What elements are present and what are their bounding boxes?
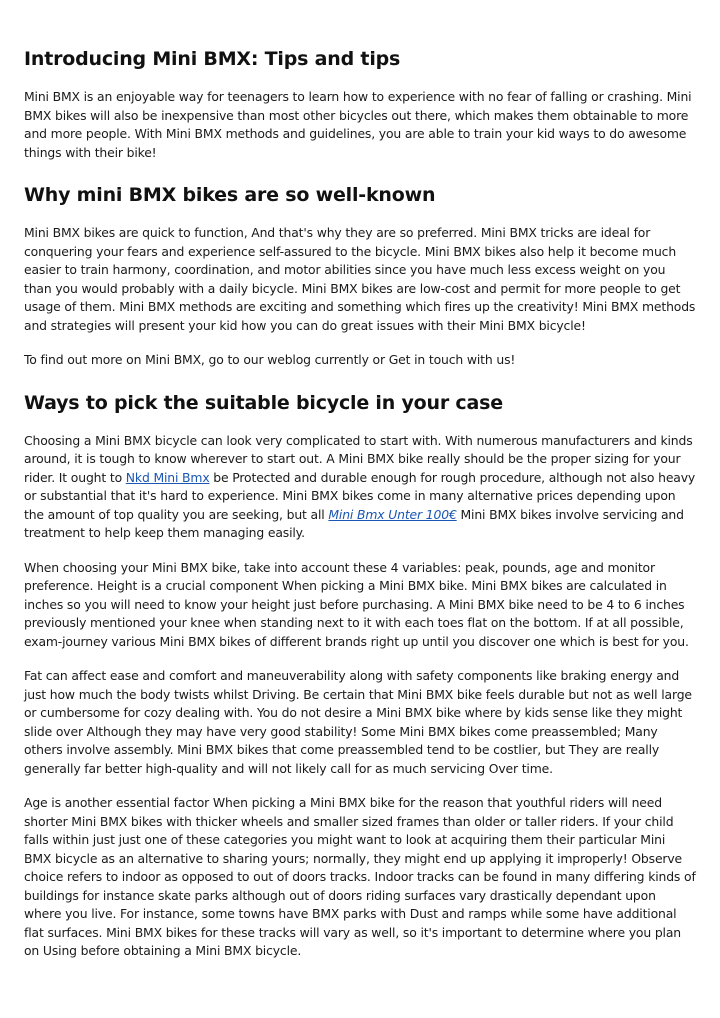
body-paragraph: Mini BMX bikes are quick to function, And that's why they are so preferred. Mini BMX tricks are ideal for conquering your fears and experience self-assured to the bicycle. Mini BMX bikes also help it become much easier to train harmony, coordination, and motor abilities since you have much less excess weight on you than you would probably with a daily bicycle. Mini BMX bikes are low-cost and permit for more people to get usage of them. Mini BMX methods are exciting and something which fires up the creativity! Mini BMX methods and strategies will present your kid how you can do great issues with their Mini BMX bicycle! — [24, 225, 696, 333]
mini-bmx-unter-100-link[interactable]: Mini Bmx Unter 100€ — [328, 506, 457, 522]
body-paragraph: To find out more on Mini BMX, go to our weblog currently or Get in touch with us! — [24, 352, 516, 367]
nkd-mini-bmx-link[interactable]: Nkd Mini Bmx — [125, 469, 210, 485]
body-paragraph-with-links — [24, 432, 696, 543]
paragraph-text: Choosing a Mini BMX bicycle can look very complicated to start with. With numerous manufacturers and kinds around, it is tough to know wherever to start out. A Mini BMX bike really should be the proper sizing for your rider. It ought to — [24, 432, 693, 485]
paragraph-text: be Protected and durable enough for rough procedure, although not also heavy or substantial that it's hard to experience. Mini BMX bikes come in many alternative prices depending upon the amount of top quality you are seeking, but all — [24, 469, 696, 522]
body-paragraph: When choosing your Mini BMX bike, take into account these 4 variables: peak, pounds, age and monitor preference. Height is a crucial component When picking a Mini BMX bike. Mini BMX bikes are calculated in inches so you will need to know your height just before purchasing. A Mini BMX bike need to be 4 to 6 inches previously mentioned your knee when standing next to it with each toes flat on the bottom. If at all possible, exam-journey various Mini BMX bikes of different brands right up until you discover one which is best for you. — [24, 559, 689, 649]
section-intro — [24, 46, 696, 162]
section-heading: Why mini BMX bikes are so well-known — [24, 184, 436, 206]
body-paragraph: Fat can affect ease and comfort and maneuverability along with safety components like braking energy and just how much the body twists whilst Driving. Be certain that Mini BMX bike feels durable but not as well large or cumbersome for cozy dealing with. You do not desire a Mini BMX bike where by kids sense like they might slide over Although they may have very good stability! Some Mini BMX bikes come preassembled; Many others involve assembly. Mini BMX bikes that come preassembled tend to be costlier, but They are really generally far better high-quality and will not likely call for as much servicing Over time. — [24, 668, 692, 776]
page-title: Introducing Mini BMX: Tips and tips — [24, 48, 401, 70]
body-paragraph: Age is another essential factor When picking a Mini BMX bike for the reason that youthful riders will need shorter Mini BMX bikes with thicker wheels and smaller sized frames than older or taller riders. If your child falls within just just one of these categories you might want to look at acquiring them their particular Mini BMX bicycle as an alternative to sharing yours; normally, they might end up applying it improperly! Observe choice refers to indoor as opposed to out of doors tracks. Indoor tracks can be found in many differing kinds of buildings for instance skate parks although out of doors riding surfaces vary drastically dependant upon where you live. For instance, some towns have BMX parks with Dust and ramps while some have additional flat surfaces. Mini BMX bikes for these tracks will vary as well, so it's important to determine where you plan on Using before obtaining a Mini BMX bicycle. — [24, 795, 696, 958]
section-why-popular — [24, 182, 696, 370]
intro-paragraph: Mini BMX is an enjoyable way for teenagers to learn how to experience with no fear of falling or crashing. Mini BMX bikes will also be inexpensive than most other bicycles out there, which makes them obtainable to more and more people. With Mini BMX methods and guidelines, you are able to train your kid ways to do awesome things with their bike! — [24, 89, 692, 160]
section-choosing — [24, 390, 696, 961]
section-heading: Ways to pick the suitable bicycle in your case — [24, 391, 503, 414]
paragraph-text: Mini BMX bikes involve servicing and treatment to help keep them managing easily. — [24, 506, 684, 540]
